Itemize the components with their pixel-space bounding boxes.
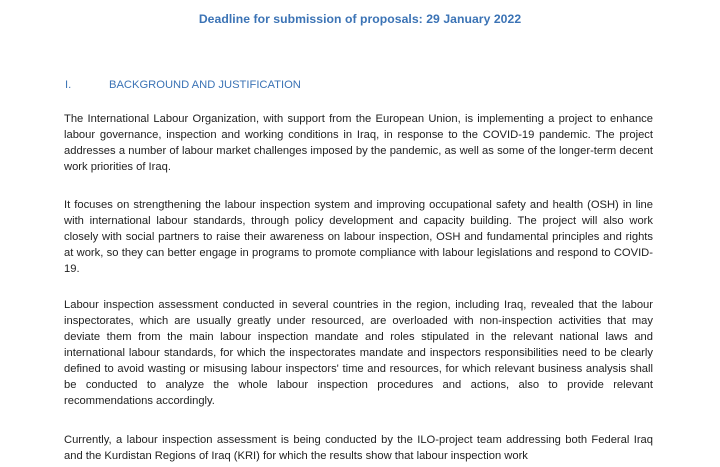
section-heading <box>65 79 301 91</box>
paragraph: Labour inspection assessment conducted in several countries in the region, including Iraq, revealed that the labour inspectorates, which are usually greatly under resourced, are overloaded with non-inspection activities that may deviate them from the main labour inspection mandate and roles stipulated in the relevant national laws and international labour standards, for which the inspectorates mandate and inspectors responsibilities need to be clearly defined to avoid wasting or misusing labour inspectors' time and resources, for which relevant business analysis shall be conducted to analyze the whole labour inspection procedures and actions, also to provide relevant recommendations accordingly. <box>64 299 653 407</box>
section-title: BACKGROUND AND JUSTIFICATION <box>109 79 301 91</box>
section-number: I. <box>65 79 72 91</box>
paragraph: Currently, a labour inspection assessment is being conducted by the ILO-project team addressing both Federal Iraq and the Kurdistan Regions of Iraq (KRI) for which the results show that labour inspection work <box>64 434 653 462</box>
paragraph: It focuses on strengthening the labour inspection system and improving occupational safety and health (OSH) in line with international labour standards, through policy development and capacity building. The project will also work closely with social partners to raise their awareness on labour inspection, OSH and fundamental principles and rights at work, so they can better engage in programs to promote compliance with labour legislations and respond to COVID-19. <box>64 199 653 275</box>
deadline-notice: Deadline for submission of proposals: 29 January 2022 <box>198 12 522 26</box>
paragraph: The International Labour Organization, with support from the European Union, is implementing a project to enhance labour governance, inspection and working conditions in Iraq, in response to the COVID-19 pandemic. The project addresses a number of labour market challenges imposed by the pandemic, as well as some of the longer-term decent work priorities of Iraq. <box>64 113 653 173</box>
